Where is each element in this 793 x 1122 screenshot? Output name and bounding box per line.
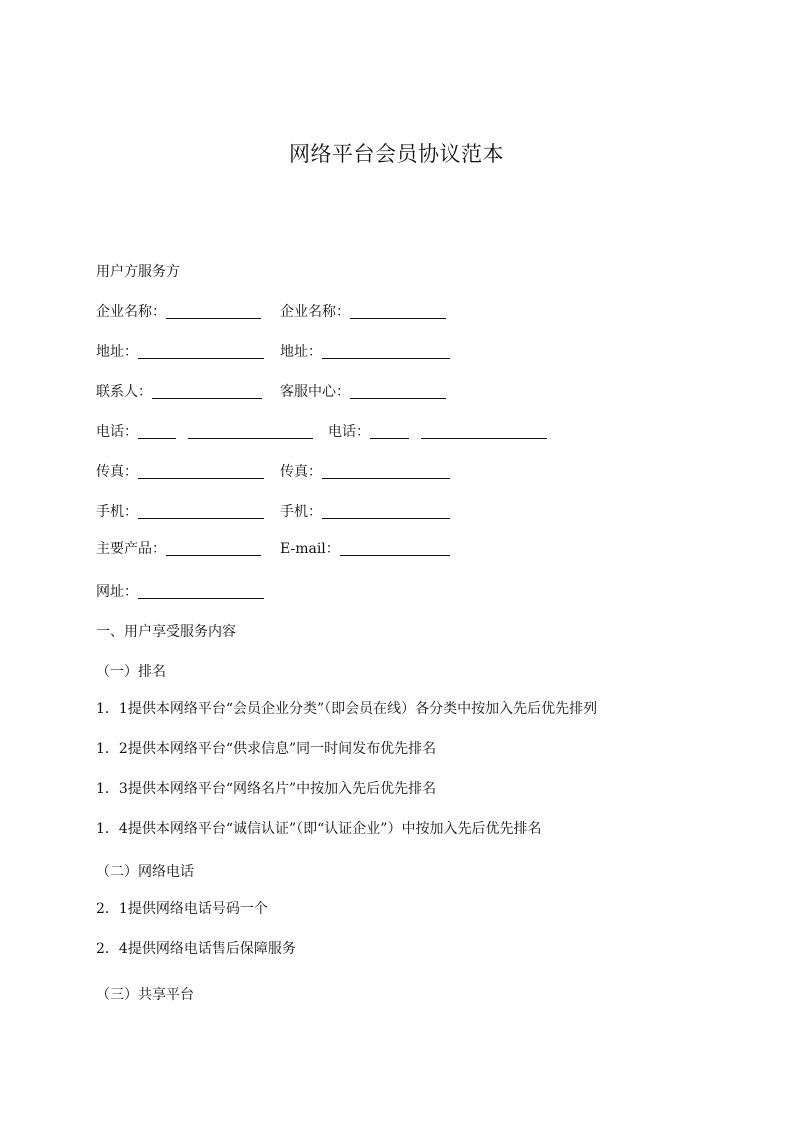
provider-fax-label: 传真： xyxy=(280,464,322,480)
ranking-item-4: 1．4提供本网络平台“诚信认证”（即“认证企业”）中按加入先后优先排名 xyxy=(96,821,542,837)
user-website-blank[interactable] xyxy=(138,582,264,599)
provider-email-label: E-mail： xyxy=(280,541,340,557)
provider-address-label: 地址： xyxy=(280,344,322,360)
ranking-item-2: 1．2提供本网络平台“供求信息”同一时间发布优先排名 xyxy=(96,741,437,757)
user-main-product-label: 主要产品： xyxy=(96,541,166,557)
parties-row xyxy=(96,261,180,283)
user-contact-blank[interactable] xyxy=(152,382,262,399)
website-row xyxy=(96,581,264,603)
product-email-row xyxy=(96,538,340,560)
provider-phone-area-blank[interactable] xyxy=(370,422,409,439)
provider-mobile-blank[interactable] xyxy=(322,502,450,519)
section-heading: 一、用户享受服务内容 xyxy=(96,624,236,640)
network-phone-item-1: 2．1提供网络电话号码一个 xyxy=(96,901,268,917)
provider-phone-number-blank[interactable] xyxy=(421,422,547,439)
subsection-heading-ranking: （一）排名 xyxy=(96,664,166,680)
user-address-label: 地址： xyxy=(96,344,138,360)
user-fax-label: 传真： xyxy=(96,464,138,480)
user-website-label: 网址： xyxy=(96,584,138,600)
user-fax-blank[interactable] xyxy=(138,462,264,479)
provider-company-name-blank[interactable] xyxy=(350,302,446,319)
provider-phone-label: 电话： xyxy=(328,424,370,440)
subsection-heading-shared-platform: （三）共享平台 xyxy=(96,987,194,1003)
company-name-row xyxy=(96,301,350,323)
address-row xyxy=(96,341,322,363)
provider-email-blank[interactable] xyxy=(340,539,450,556)
user-phone-label: 电话： xyxy=(96,424,138,440)
user-mobile-label: 手机： xyxy=(96,504,138,520)
subsection-heading-network-phone: （二）网络电话 xyxy=(96,864,194,880)
provider-party-label: 服务方 xyxy=(138,264,180,280)
document-title: 网络平台会员协议范本 xyxy=(289,142,504,166)
user-phone-number-blank[interactable] xyxy=(188,422,313,439)
ranking-item-1: 1．1提供本网络平台“会员企业分类”（即会员在线）各分类中按加入先后优先排列 xyxy=(96,701,598,717)
mobile-row xyxy=(96,501,322,523)
provider-mobile-label: 手机： xyxy=(280,504,322,520)
user-mobile-blank[interactable] xyxy=(138,502,264,519)
user-company-name-blank[interactable] xyxy=(166,302,261,319)
ranking-item-3: 1．3提供本网络平台“网络名片”中按加入先后优先排名 xyxy=(96,781,437,797)
fax-row xyxy=(96,461,322,483)
provider-fax-blank[interactable] xyxy=(322,462,450,479)
network-phone-item-2: 2．4提供网络电话售后保障服务 xyxy=(96,941,296,957)
user-address-blank[interactable] xyxy=(138,342,264,359)
provider-service-center-blank[interactable] xyxy=(350,382,446,399)
user-party-label: 用户方 xyxy=(96,264,138,280)
user-phone-area-blank[interactable] xyxy=(138,422,176,439)
provider-company-name-label: 企业名称： xyxy=(280,304,350,320)
user-main-product-blank[interactable] xyxy=(166,539,261,556)
user-company-name-label: 企业名称： xyxy=(96,304,166,320)
contact-row xyxy=(96,381,350,403)
phone-row xyxy=(96,421,370,443)
user-contact-label: 联系人： xyxy=(96,384,152,400)
provider-service-center-label: 客服中心： xyxy=(280,384,350,400)
provider-address-blank[interactable] xyxy=(322,342,450,359)
